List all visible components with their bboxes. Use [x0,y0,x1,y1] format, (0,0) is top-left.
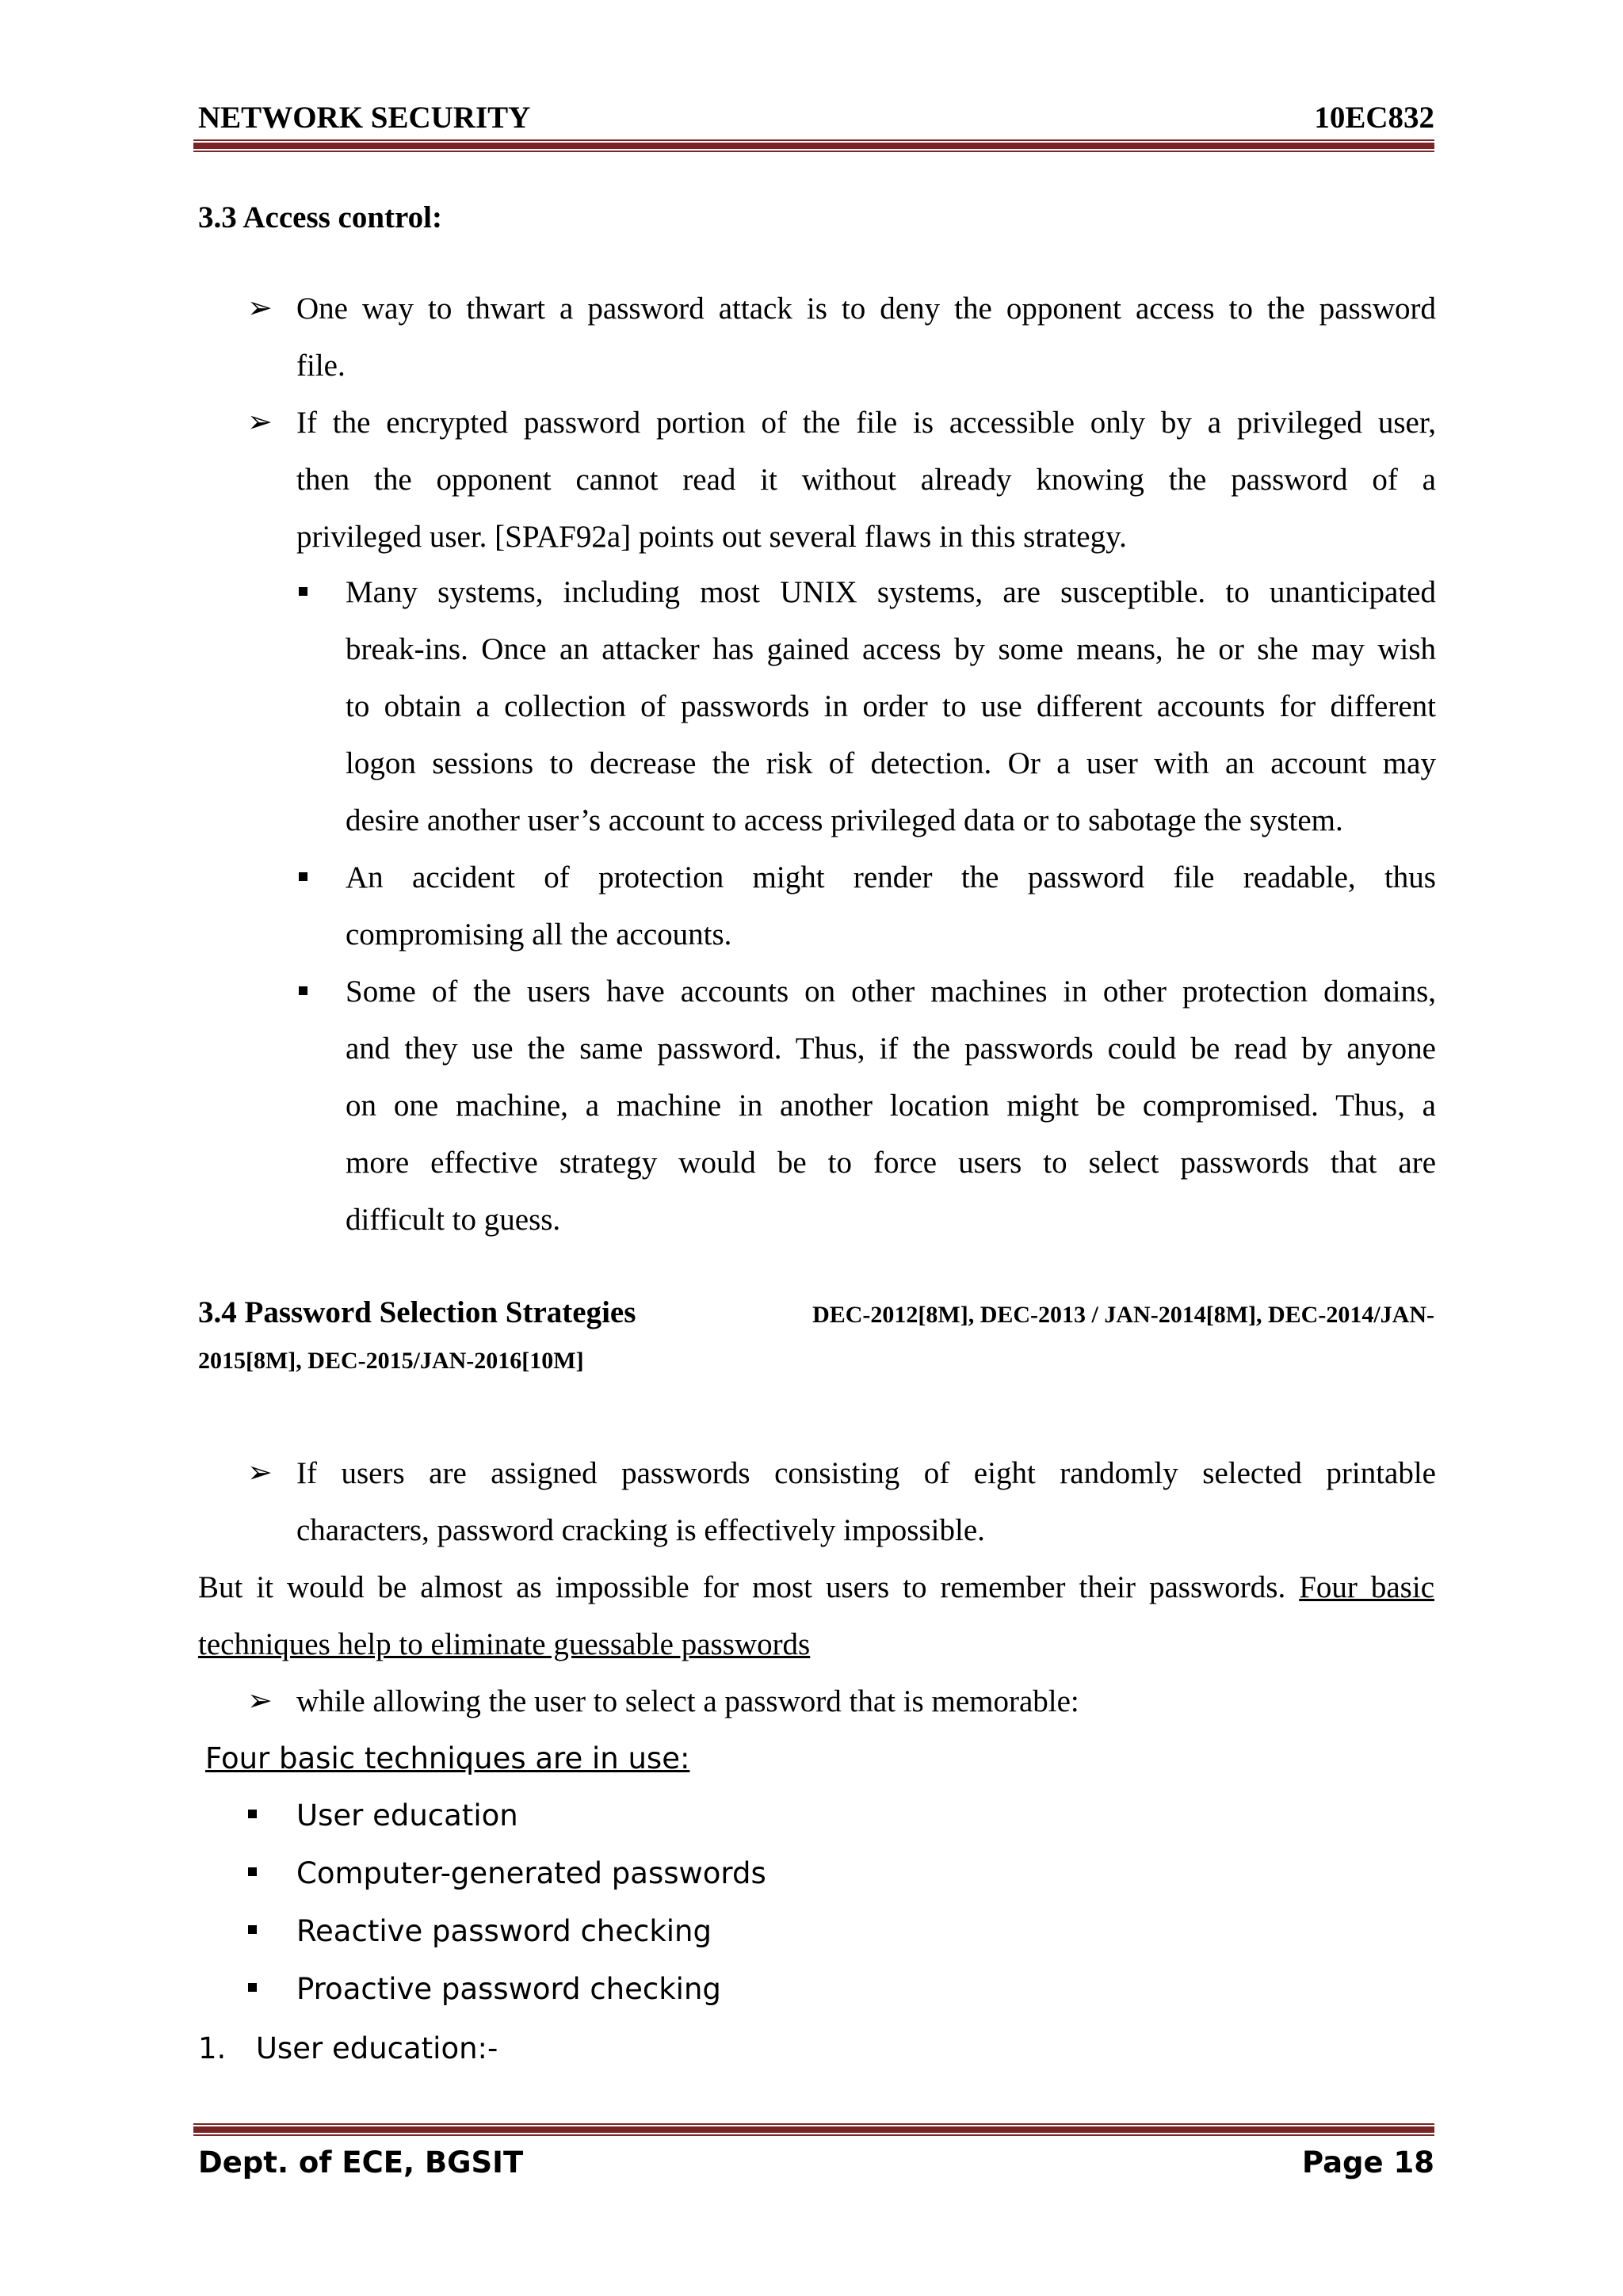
footer-rule-top [193,2123,1434,2125]
text-line: desire another user’s account to access privileged data or to sabotage the system. [346,803,1343,837]
text-line: break-ins. Once an attacker has gained access by some means, he or she may wish [346,632,1436,666]
header-rule-bottom [193,151,1434,152]
text-line: An accident of protection might render the password file readable, thus [346,860,1436,894]
header-rule-top [193,139,1434,141]
section-3-3-heading: 3.3 Access control: [198,200,442,235]
list-item [346,564,1436,849]
square-bullet-icon [248,1925,257,1934]
header-title: NETWORK SECURITY [198,101,531,135]
text-line: on one machine, a machine in another location might be compromised. Thus, a [346,1089,1436,1123]
list-item [296,1445,1436,1559]
list-item [346,963,1436,1249]
list-item: Computer-generated passwords [296,1856,766,1890]
text-line: If the encrypted password portion of the file is accessible only by a privileged user, [296,406,1436,440]
text-line: Some of the users have accounts on other machines in other protection domains, [346,974,1436,1009]
item-number: 1. [198,2031,227,2065]
numbered-item [198,2025,1434,2073]
list-item [296,395,1436,566]
techniques-heading: Four basic techniques are in use: [205,1741,690,1775]
exam-tags-line-2: 2015[8M], DEC-2015/JAN-2016[10M] [198,1348,584,1374]
text-line: more effective strategy would be to force users to select passwords that are [346,1146,1436,1180]
text-line: logon sessions to decrease the risk of detection. Or a user with an account may [346,746,1436,780]
text-line: and they use the same password. Thus, if the passwords could be read by anyone [346,1032,1436,1066]
list-item: User education [296,1798,518,1833]
text-line: file. [296,349,346,383]
arrow-bullet-icon: ➢ [247,406,273,439]
list-item [296,280,1436,395]
text-line: Many systems, including most UNIX systems, are susceptible. to unanticipated [346,575,1436,609]
square-bullet-icon [299,587,307,596]
arrow-bullet-icon: ➢ [247,1684,273,1718]
square-bullet-icon [248,1983,257,1992]
text-line: then the opponent cannot read it without already knowing the password of a [296,463,1436,497]
text-line: while allowing the user to select a password that is memorable: [296,1684,1079,1718]
footer-rule-bottom [193,2134,1434,2136]
text-line: characters, password cracking is effectively impossible. [296,1513,985,1547]
list-item: Reactive password checking [296,1914,712,1948]
arrow-bullet-icon: ➢ [247,292,273,325]
header-course-code: 10EC832 [1314,101,1434,135]
footer-rule-thick [193,2126,1434,2133]
square-bullet-icon [299,986,307,995]
text-line: If users are assigned passwords consisting of eight randomly selected printable [296,1456,1436,1490]
item-text: User education:- [255,2031,498,2065]
page-header [198,100,1434,139]
underlined-text: techniques help to eliminate guessable passwords [198,1627,811,1661]
list-item: Proactive password checking [296,1972,721,2006]
text-line: to obtain a collection of passwords in order to use different accounts for different [346,689,1436,723]
page-number: Page 18 [1301,2145,1434,2180]
arrow-bullet-icon: ➢ [247,1456,273,1489]
square-bullet-icon [248,1810,257,1818]
footer-department: Dept. of ECE, BGSIT [198,2145,524,2180]
paragraph-text: But it would be almost as impossible for most users to remember their passwords. [198,1570,1286,1604]
list-item [346,849,1436,963]
square-bullet-icon [248,1867,257,1876]
square-bullet-icon [299,872,307,881]
paragraph [198,1559,1434,1673]
text-line: compromising all the accounts. [346,917,732,952]
header-rule-thick [193,143,1434,149]
section-3-4-heading [198,1290,1434,1384]
text-line: privileged user. [SPAF92a] points out several flaws in this strategy. [296,520,1127,554]
list-item [296,1673,1436,1730]
exam-tags-line-1: DEC-2012[8M], DEC-2013 / JAN-2014[8M], DEC-2014/JAN- [812,1302,1434,1328]
text-line: One way to thwart a password attack is to deny the opponent access to the password [296,292,1436,326]
section-3-4-title: 3.4 Password Selection Strategies [198,1295,636,1329]
underlined-text: Four basic [1299,1570,1434,1604]
text-line: difficult to guess. [346,1203,561,1237]
